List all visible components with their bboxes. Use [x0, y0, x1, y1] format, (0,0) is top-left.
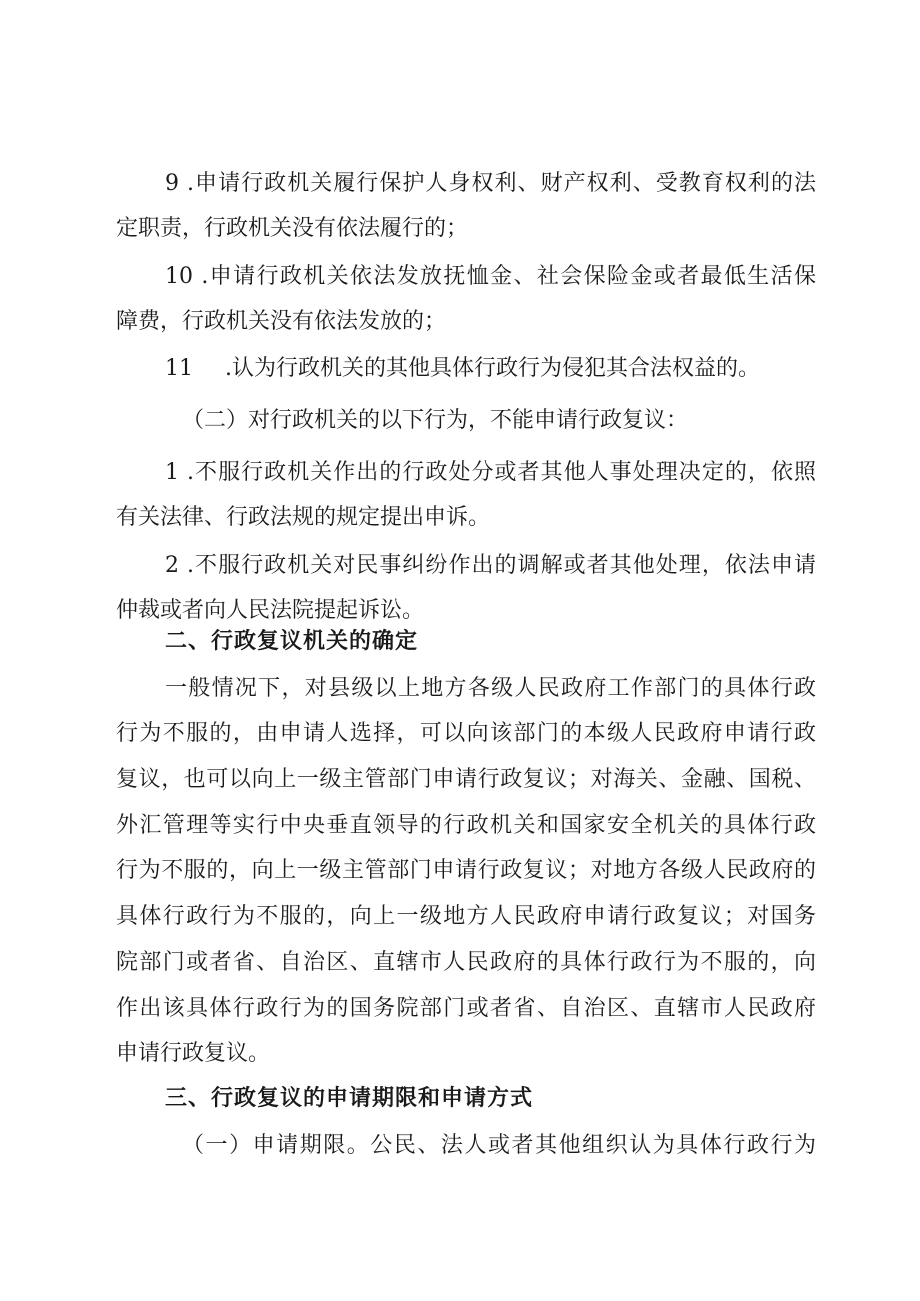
section-2-paragraph-line: 行为不服的，由申请人选择，可以向该部门的本级人民政府申请行政	[116, 721, 816, 746]
exclusion-2-line-2: 仲裁或者向人民法院提起诉讼。	[116, 598, 425, 623]
sub-heading-2: （二）对行政机关的以下行为，不能申请行政复议：	[182, 408, 689, 433]
section-3-first-line: （一）申请期限。公民、法人或者其他组织认为具体行政行为	[182, 1133, 816, 1158]
item-10-line-2: 障费，行政机关没有依法发放的；	[116, 309, 447, 334]
item-9-line-1: 9 .申请行政机关履行保护人身权利、财产权利、受教育权利的法	[165, 171, 816, 196]
section-2-paragraph-line: 外汇管理等实行中央垂直领导的行政机关和国家安全机关的具体行政	[116, 813, 816, 838]
section-3-heading: 三、行政复议的申请期限和申请方式	[165, 1086, 534, 1111]
item-10-line-1: 10 .申请行政机关依法发放抚恤金、社会保险金或者最低生活保	[165, 264, 816, 289]
item-11-number: 11	[165, 356, 193, 381]
section-2-paragraph-line: 一般情况下，对县级以上地方各级人民政府工作部门的具体行政	[165, 676, 816, 701]
exclusion-1-line-2: 有关法律、行政法规的规定提出申诉。	[116, 505, 491, 530]
section-2-paragraph-line: 行为不服的，向上一级主管部门申请行政复议；对地方各级人民政府的	[116, 858, 816, 883]
item-9-line-2: 定职责，行政机关没有依法履行的；	[116, 216, 469, 241]
exclusion-2-line-1: 2 .不服行政机关对民事纠纷作出的调解或者其他处理，依法申请	[165, 553, 816, 578]
section-2-heading: 二、行政复议机关的确定	[165, 629, 419, 654]
section-2-paragraph-line: 作出该具体行政行为的国务院部门或者省、自治区、直辖市人民政府	[116, 996, 816, 1021]
section-2-paragraph-line: 院部门或者省、自治区、直辖市人民政府的具体行政行为不服的，向	[116, 950, 816, 975]
item-11-text: .认为行政机关的其他具体行政行为侵犯其合法权益的。	[225, 356, 760, 381]
item-11	[165, 354, 816, 384]
section-2-paragraph-line: 复议，也可以向上一级主管部门申请行政复议；对海关、金融、国税、	[116, 767, 816, 792]
section-2-paragraph-line: 具体行政行为不服的，向上一级地方人民政府申请行政复议；对国务	[116, 904, 816, 929]
section-2-paragraph-line: 申请行政复议。	[116, 1041, 271, 1066]
exclusion-1-line-1: 1 .不服行政机关作出的行政处分或者其他人事处理决定的，依照	[165, 460, 816, 485]
